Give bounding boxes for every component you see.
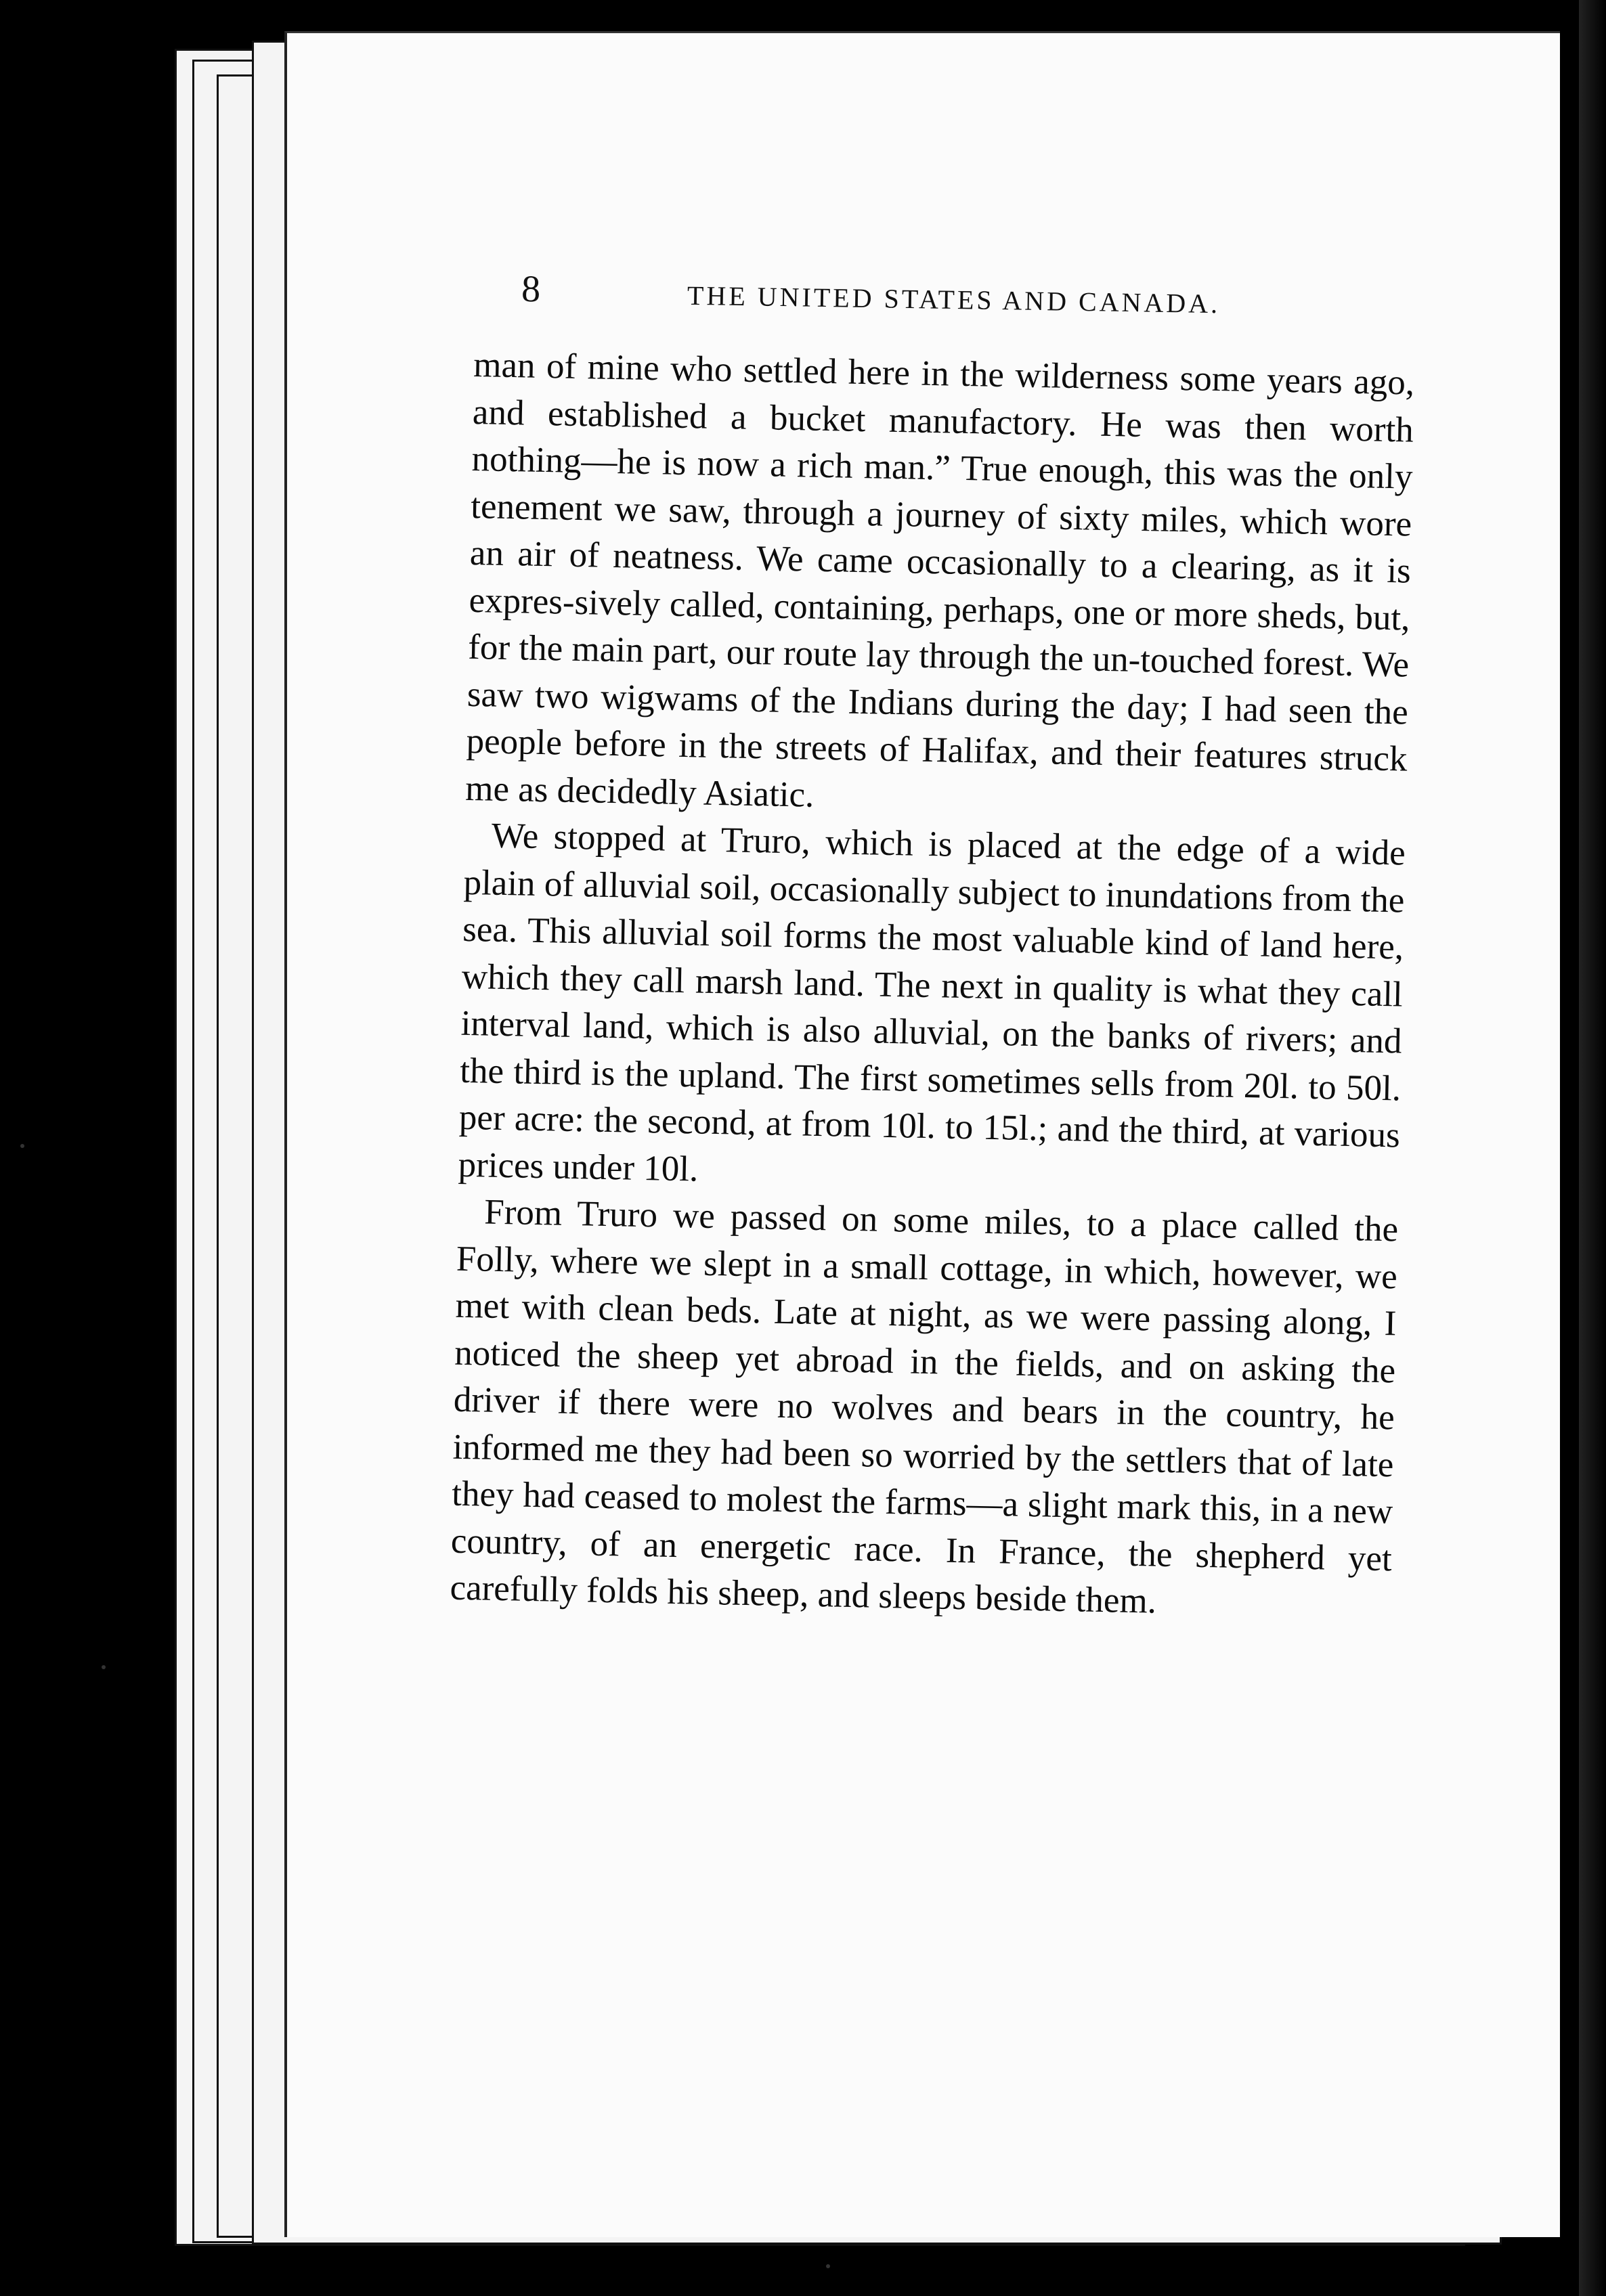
paragraph: From Truro we passed on some miles, to a place called the Folly, where we slept in a small cottage, in which, however, we met with clean beds. Late at night, as we were passing along, I noticed the sheep yet abroad in the fields, and on asking the driver if there were no wolves and bears in the country, he informed me they had been so worried by the settlers that of late they had ceased to molest the farms—a slight mark this, in a new country, of an energetic race. In France, the shepherd yet carefully folds his sheep, and sleeps beside them.	[450, 1192, 1399, 1621]
right-shadow	[1579, 0, 1606, 2296]
paragraph: We stopped at Truro, which is placed at the edge of a wide plain of alluvial soil, occasionally subject to inundations from the sea. This alluvial soil forms the most valuable kind of land here, which they call marsh land. The next in quality is what they call interval land, which is also alluvial, on the banks of rivers; and the third is the upland. The first sometimes sells from 20l. to 50l. per acre: the second, at from 10l. to 15l.; and the third, at various prices under 10l.	[458, 816, 1406, 1189]
page-number: 8	[521, 268, 541, 311]
running-title: THE UNITED STATES AND CANADA.	[687, 280, 1221, 319]
scan-speck	[20, 1144, 24, 1148]
scan-speck	[826, 2264, 830, 2268]
paragraph: man of mine who settled here in the wilderness some years ago, and established a bucket manufactory. He was then worth nothing—he is now a rich man.” True enough, this was the only tenement we saw, through a journey of sixty miles, which wore an air of neatness. We came occasionally to a clearing, as it is expres-sively called, containing, perhaps, one or more sheds, but, for the main part, our route lay through the un-touched forest. We saw two wigwams of the Indians during the day; I had seen the people before in the streets of Halifax, and their features struck me as decidedly Asiatic.	[464, 345, 1415, 815]
scan-speck	[102, 1665, 106, 1669]
body-text	[450, 342, 1415, 1630]
